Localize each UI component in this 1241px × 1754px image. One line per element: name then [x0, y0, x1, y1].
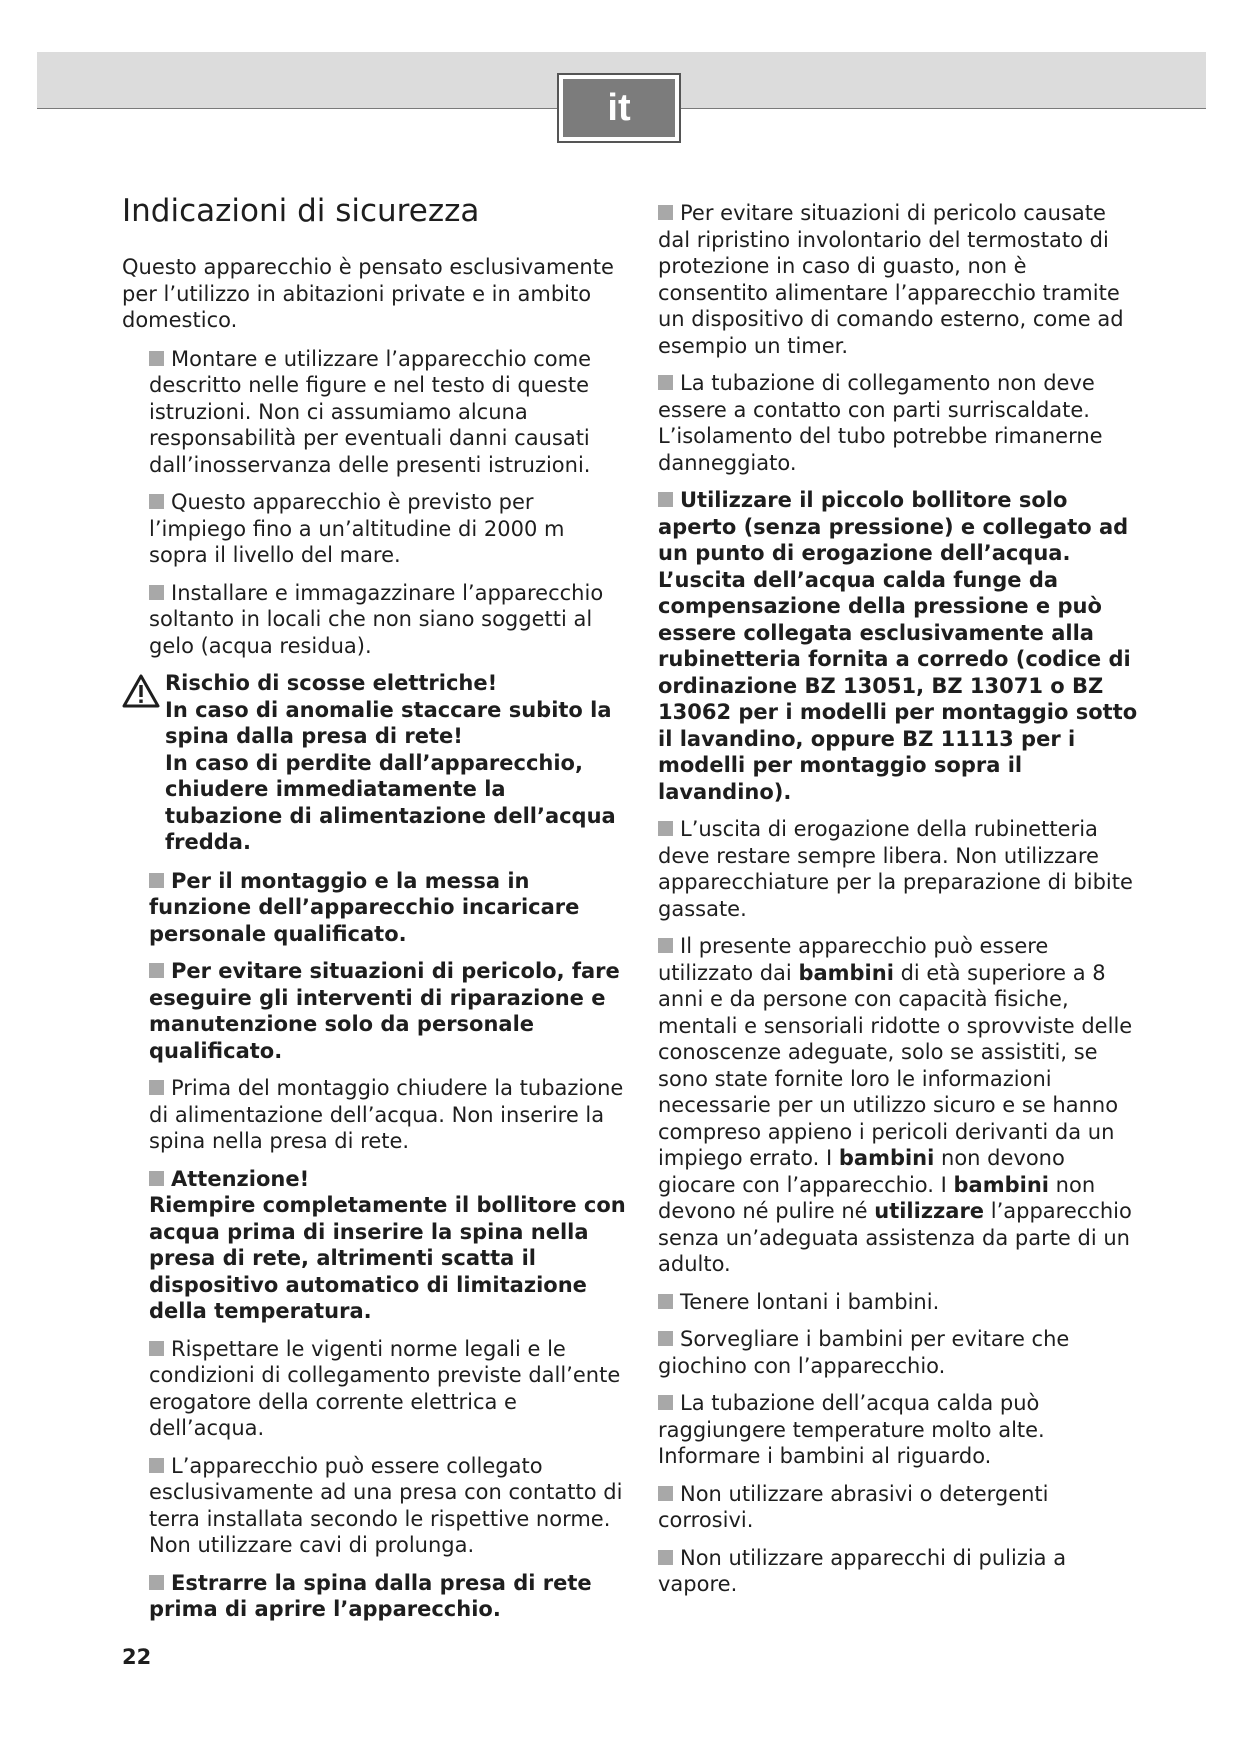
attention-title: Attenzione!	[171, 1166, 310, 1191]
warning-line: In caso di anomalie staccare subito la spina dalla presa di rete!	[165, 697, 612, 748]
list-item: Tenere lontani i bambini.	[658, 1289, 1138, 1316]
list-item: L’uscita di erogazione della rubinetteria deve restare sempre libera. Non utilizzare apparecchiature per la preparazione di bibite gassate.	[658, 817, 1133, 921]
list-item: Sorvegliare i bambini per evitare che giochino con l’apparecchio.	[658, 1327, 1070, 1378]
square-bullet-icon	[149, 351, 164, 366]
warning-line: In caso di perdite dall’apparecchio, chiudere immediatamente la tubazione di alimentazione dell’acqua fredda.	[165, 750, 616, 854]
list-item: Utilizzare il piccolo bollitore solo aperto (senza pressione) e collegato ad un punto di erogazione dell’acqua. L’uscita dell’acqua calda funge da compensazione della pressione e può essere collegata esclusivamente alla rubinetteria fornita a corredo (codice di ordinazione BZ 13051, BZ 13071 o BZ 13062 per i modelli per montaggio sotto il lavandino, oppure BZ 11113 per i modelli per montaggio sopra il lavandino).	[658, 488, 1138, 804]
list-item: Estrarre la spina dalla presa di rete prima di aprire l’apparecchio.	[149, 1570, 592, 1621]
square-bullet-icon	[149, 963, 164, 978]
list-item: Rispettare le vigenti norme legali e le condizioni di collegamento previste dall’ente erogatore della corrente elettrica e dell’acqua.	[149, 1336, 621, 1440]
electric-shock-warning	[122, 670, 628, 856]
list-item: La tubazione dell’acqua calda può raggiungere temperature molto alte. Informare i bambini al riguardo.	[658, 1391, 1045, 1468]
square-bullet-icon	[658, 1550, 673, 1565]
warning-triangle-icon	[122, 674, 160, 708]
language-badge-frame	[557, 73, 681, 143]
square-bullet-icon	[149, 1458, 164, 1473]
square-bullet-icon	[658, 938, 673, 953]
square-bullet-icon	[149, 1080, 164, 1095]
intro-text: Questo apparecchio è pensato esclusivamente per l’utilizzo in abitazioni private e in ambito domestico.	[122, 255, 614, 332]
square-bullet-icon	[149, 1171, 164, 1186]
attention-text: Riempire completamente il bollitore con acqua prima di inserire la spina nella presa di rete, altrimenti scatta il dispositivo automatico di limitazione della temperatura.	[149, 1193, 626, 1323]
list-item: Non utilizzare apparecchi di pulizia a vapore.	[658, 1545, 1067, 1596]
list-item: Per evitare situazioni di pericolo causate dal ripristino involontario del termostato di protezione in caso di guasto, non è consentito alimentare l’apparecchio tramite un dispositivo di comando esterno, come ad esempio un timer.	[658, 201, 1124, 358]
square-bullet-icon	[658, 1331, 673, 1346]
list-item: Questo apparecchio è previsto per l’impiego fino a un’altitudine di 2000 m sopra il livello del mare.	[149, 490, 565, 567]
list-item: Per il montaggio e la messa in funzione dell’apparecchio incaricare personale qualificato.	[149, 868, 580, 946]
square-bullet-icon	[149, 873, 164, 888]
left-column	[122, 190, 628, 1634]
attention-block	[122, 1166, 628, 1325]
page-title: Indicazioni di sicurezza	[122, 193, 480, 229]
square-bullet-icon	[149, 1341, 164, 1356]
square-bullet-icon	[658, 375, 673, 390]
square-bullet-icon	[658, 1486, 673, 1501]
square-bullet-icon	[658, 1395, 673, 1410]
square-bullet-icon	[149, 585, 164, 600]
right-column	[658, 200, 1138, 1609]
list-item: Non utilizzare abrasivi o detergenti corrosivi.	[658, 1481, 1049, 1532]
square-bullet-icon	[658, 821, 673, 836]
list-item: L’apparecchio può essere collegato esclusivamente ad una presa con contatto di terra installata secondo le rispettive norme. Non utilizzare cavi di prolunga.	[149, 1453, 623, 1557]
page-number: 22	[122, 1645, 152, 1669]
warning-line: Rischio di scosse elettriche!	[165, 671, 498, 695]
square-bullet-icon	[149, 494, 164, 509]
list-item: Prima del montaggio chiudere la tubazione di alimentazione dell’acqua. Non inserire la spina nella presa di rete.	[149, 1076, 624, 1153]
square-bullet-icon	[658, 205, 673, 220]
square-bullet-icon	[149, 1575, 164, 1590]
children-safety-item: Il presente apparecchio può essere utilizzato dai bambini di età superiore a 8 anni e da persone con capacità fisiche, mentali e sensoriali ridotte o sprovviste delle conoscenze adeguate, solo se assistiti, se sono state fornite loro le informazioni necessarie per un utilizzo sicuro e se hanno compreso appieno i pericoli derivanti da un impiego errato. I bambini non devono giocare con l’apparecchio. I bambini non devono né pulire né utilizzare l’apparecchio senza un’adeguata assistenza da parte di un adulto.	[658, 934, 1133, 1276]
list-item: Per evitare situazioni di pericolo, fare eseguire gli interventi di riparazione e manutenzione solo da personale qualificato.	[149, 959, 620, 1063]
list-item: Installare e immagazzinare l’apparecchio soltanto in locali che non siano soggetti al gelo (acqua residua).	[149, 580, 604, 658]
language-badge: it	[563, 79, 675, 137]
list-item: La tubazione di collegamento non deve essere a contatto con parti surriscaldate. L’isolamento del tubo potrebbe rimanerne danneggiato.	[658, 371, 1103, 475]
list-item: Montare e utilizzare l’apparecchio come descritto nelle figure e nel testo di queste istruzioni. Non ci assumiamo alcuna responsabilità per eventuali danni causati dall’inosservanza delle presenti istruzioni.	[149, 346, 591, 477]
square-bullet-icon	[658, 492, 673, 507]
square-bullet-icon	[658, 1294, 673, 1309]
